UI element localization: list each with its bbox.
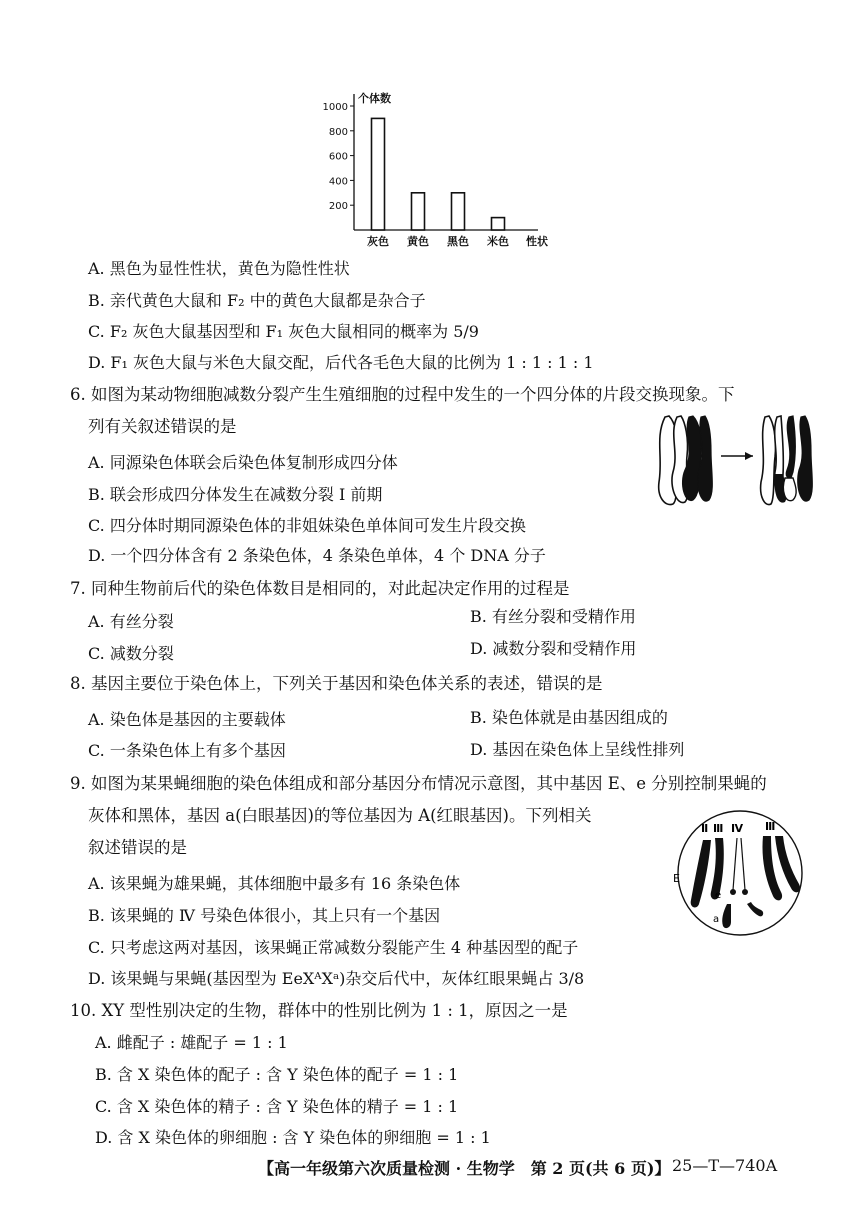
- q5-option-d: D. F₁ 灰色大鼠与米色大鼠交配，后代各毛色大鼠的比例为 1 : 1 : 1 : 1: [88, 353, 594, 372]
- q6-option-a: A. 同源染色体联会后染色体复制形成四分体: [88, 453, 398, 472]
- tetrad-crossover-figure: [655, 412, 825, 512]
- y-tick-label: 400: [328, 176, 348, 188]
- y-tick-label: 800: [328, 126, 348, 138]
- label-iii-left: Ⅲ: [713, 822, 724, 835]
- q5-option-a: A. 黑色为显性性状，黄色为隐性性状: [88, 259, 350, 278]
- chromosome-iv-dot-a: [730, 889, 736, 895]
- q6-stem-line1: 6. 如图为某动物细胞减数分裂产生生殖细胞的过程中发生的一个四分体的片段交换现象。下: [70, 385, 735, 404]
- gene-label-e: e: [715, 890, 722, 901]
- q9-option-c: C. 只考虑这两对基因，该果蝇正常减数分裂能产生 4 种基因型的配子: [88, 938, 579, 957]
- footer-title: 【高一年级第六次质量检测 · 生物学 第 2 页(共 6 页)】: [258, 1159, 671, 1178]
- x-tick-label: 黑色: [447, 235, 469, 248]
- q7-option-b: B. 有丝分裂和受精作用: [470, 607, 636, 626]
- label-iv: Ⅳ: [731, 822, 744, 835]
- q9-stem-line3: 叙述错误的是: [88, 838, 187, 857]
- q7-option-c: C. 减数分裂: [88, 644, 174, 663]
- x-tick-label: 米色: [487, 235, 509, 248]
- y-axis-label: 个体数: [358, 92, 391, 105]
- q7-option-a: A. 有丝分裂: [88, 612, 174, 631]
- gene-label-a: a: [713, 914, 720, 925]
- q8-option-b: B. 染色体就是由基因组成的: [470, 708, 668, 727]
- q6-option-d: D. 一个四分体含有 2 条染色体，4 条染色单体，4 个 DNA 分子: [88, 546, 546, 565]
- q10-option-c: C. 含 X 染色体的精子 : 含 Y 染色体的精子 = 1 : 1: [95, 1097, 459, 1116]
- footer-code: 25—T—740A: [672, 1156, 778, 1175]
- x-tick-label: 灰色: [367, 235, 389, 248]
- q5-option-b: B. 亲代黄色大鼠和 F₂ 中的黄色大鼠都是杂合子: [88, 291, 426, 310]
- y-tick-label: 1000: [322, 102, 348, 113]
- x-axis-label: 性状: [526, 235, 548, 248]
- q8-option-c: C. 一条染色体上有多个基因: [88, 741, 286, 760]
- arrow-head: [745, 452, 753, 460]
- q8-option-a: A. 染色体是基因的主要载体: [88, 710, 286, 729]
- q6-stem-line2: 列有关叙述错误的是: [88, 417, 237, 436]
- label-iii-right: Ⅲ: [765, 820, 776, 833]
- bar-灰色: [372, 118, 385, 230]
- tetrad-after: [761, 416, 813, 505]
- q9-option-a: A. 该果蝇为雄果蝇，其体细胞中最多有 16 条染色体: [88, 874, 461, 893]
- q7-option-d: D. 减数分裂和受精作用: [470, 639, 637, 658]
- bar-黑色: [452, 193, 465, 230]
- x-tick-label: 黄色: [407, 235, 429, 248]
- q10-option-a: A. 雌配子 : 雄配子 = 1 : 1: [95, 1033, 288, 1052]
- q9-option-b: B. 该果蝇的 Ⅳ 号染色体很小，其上只有一个基因: [88, 906, 441, 925]
- q9-stem-line2: 灰体和黑体，基因 a(白眼基因)的等位基因为 A(红眼基因)。下列相关: [88, 806, 592, 825]
- q10-option-d: D. 含 X 染色体的卵细胞 : 含 Y 染色体的卵细胞 = 1 : 1: [95, 1128, 491, 1147]
- gene-label-E: E: [673, 872, 680, 885]
- q5-option-c: C. F₂ 灰色大鼠基因型和 F₁ 灰色大鼠相同的概率为 5/9: [88, 322, 479, 341]
- q8-stem: 8. 基因主要位于染色体上，下列关于基因和染色体关系的表述，错误的是: [70, 674, 603, 693]
- q10-stem: 10. XY 型性别决定的生物，群体中的性别比例为 1 : 1，原因之一是: [70, 1001, 568, 1020]
- q7-stem: 7. 同种生物前后代的染色体数目是相同的，对此起决定作用的过程是: [70, 579, 570, 598]
- q6-option-c: C. 四分体时期同源染色体的非姐妹染色单体间可发生片段交换: [88, 516, 526, 535]
- q6-option-b: B. 联会形成四分体发生在减数分裂 Ⅰ 前期: [88, 485, 383, 504]
- q9-stem-line1: 9. 如图为某果蝇细胞的染色体组成和部分基因分布情况示意图，其中基因 E、e 分别控制果蝇的: [70, 774, 767, 793]
- bar-chart: [320, 84, 570, 254]
- q8-option-d: D. 基因在染色体上呈线性排列: [470, 740, 685, 759]
- label-ii: Ⅱ: [701, 822, 709, 835]
- q9-option-d: D. 该果蝇与果蝇(基因型为 EeXᴬXᵃ)杂交后代中，灰体红眼果蝇占 3/8: [88, 969, 585, 988]
- y-tick-label: 600: [328, 151, 348, 163]
- tetrad-before: [659, 416, 713, 505]
- bar-米色: [492, 218, 505, 230]
- y-tick-label: 200: [328, 201, 348, 213]
- bar-黄色: [412, 193, 425, 230]
- fruitfly-chromosome-figure: [665, 808, 815, 938]
- q10-option-b: B. 含 X 染色体的配子 : 含 Y 染色体的配子 = 1 : 1: [95, 1065, 459, 1084]
- chromosome-iv-dot-b: [742, 889, 748, 895]
